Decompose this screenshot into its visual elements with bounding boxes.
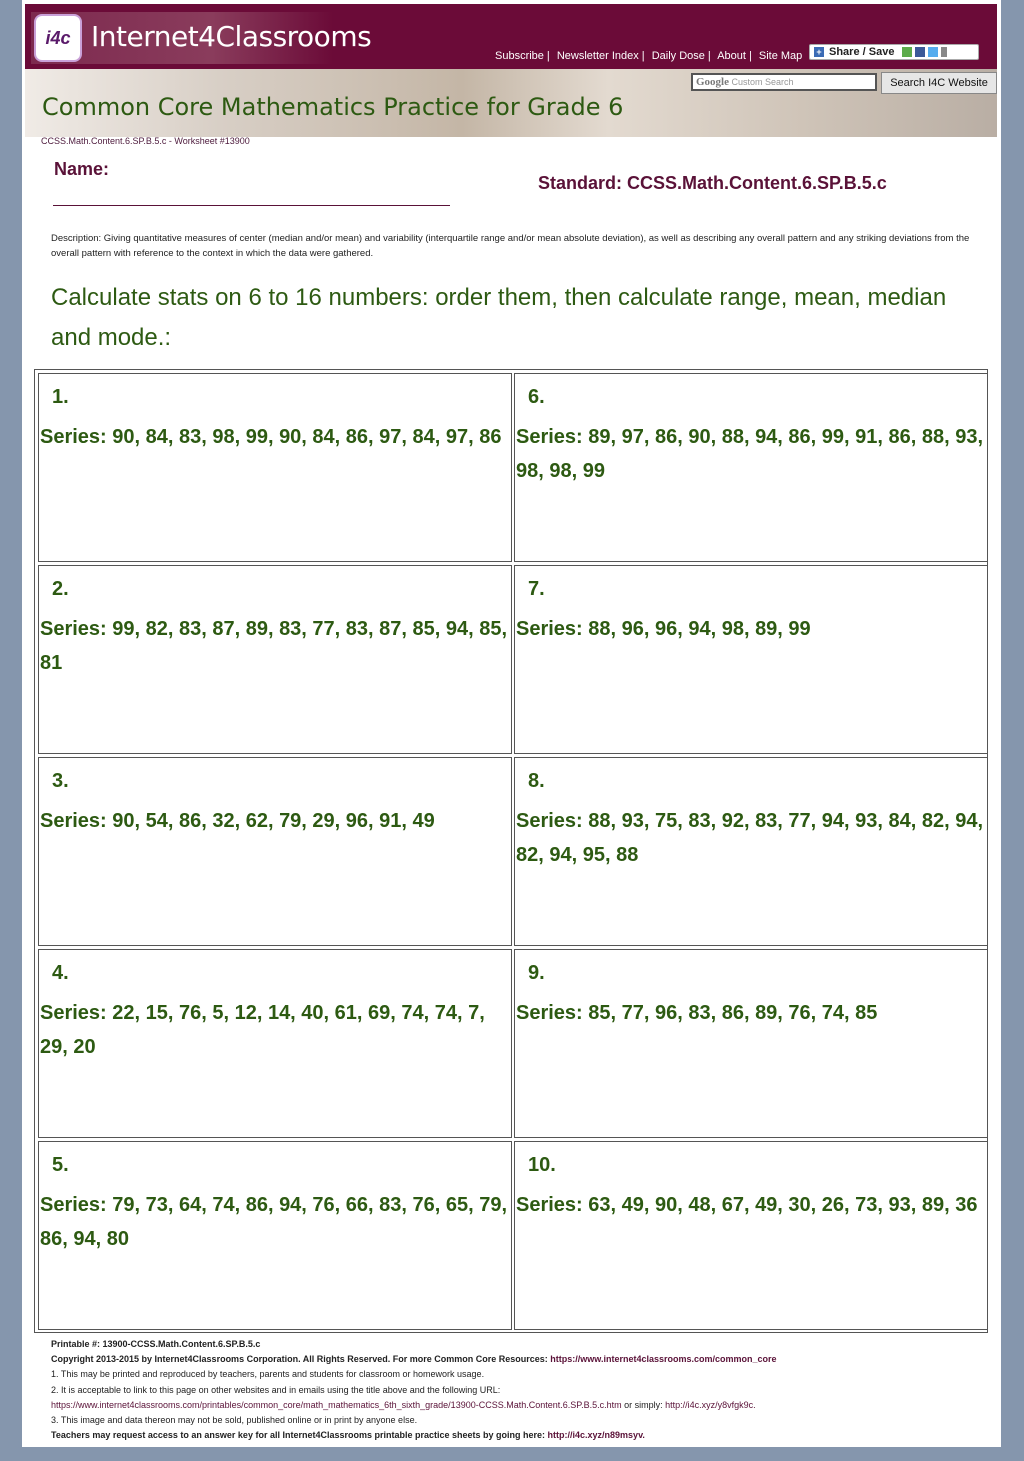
twitter-icon[interactable] [928, 47, 938, 57]
description: Description: Giving quantitative measures of center (median and/or mean) and variability (interquartile range and/or mean absolute deviation), as well as describing any overall pattern and any striking deviations from the overall pattern with reference to the context in which the data were gathered. [51, 233, 970, 259]
nav-about[interactable]: About [717, 50, 746, 62]
short-url-link[interactable]: http://i4c.xyz/y8vfgk9c. [665, 1399, 756, 1410]
worksheet-url-link[interactable]: https://www.internet4classrooms.com/printables/common_core/math_mathematics_6th_sixth_grade/13900-CCSS.Math.Content.6.SP.B.5.c.htm [51, 1399, 622, 1410]
header-bar [25, 4, 997, 69]
problem-number: 5. [52, 1154, 69, 1176]
problem-series: Series: 88, 93, 75, 83, 92, 83, 77, 94, 93, 84, 82, 94, 82, 94, 95, 88 [516, 810, 984, 866]
problem-series: Series: 85, 77, 96, 83, 86, 89, 76, 74, 85 [516, 1002, 878, 1024]
problem-series: Series: 63, 49, 90, 48, 67, 49, 30, 26, 73, 93, 89, 36 [516, 1194, 978, 1216]
problem-series: Series: 90, 54, 86, 32, 62, 79, 29, 96, 91, 49 [40, 810, 435, 832]
common-core-link[interactable]: https://www.internet4classrooms.com/common_core [550, 1354, 777, 1365]
share-label: Share / Save [829, 46, 895, 58]
problem-number: 7. [528, 578, 545, 600]
problem-series: Series: 22, 15, 76, 5, 12, 14, 40, 61, 69, 74, 74, 7, 29, 20 [40, 1002, 485, 1058]
problem-series: Series: 89, 97, 86, 90, 88, 94, 86, 99, 91, 86, 88, 93, 98, 98, 99 [516, 426, 984, 482]
problem-cell [514, 757, 988, 946]
google-logo: Google [696, 76, 729, 88]
problem-number: 4. [52, 962, 69, 984]
search-input[interactable] [691, 73, 877, 91]
logo-text: Internet4Classrooms [91, 20, 372, 53]
problem-number: 1. [52, 386, 69, 408]
nav-separator: | [707, 50, 711, 62]
problem-series: Series: 90, 84, 83, 98, 99, 90, 84, 86, 97, 84, 97, 86 [40, 426, 502, 448]
nav-newsletter-index[interactable]: Newsletter Index [556, 50, 639, 62]
nav-site-map[interactable]: Site Map [758, 50, 803, 62]
answer-key-text: Teachers may request access to an answer key for all Internet4Classrooms printable practice sheets by going here: [51, 1430, 548, 1441]
more-share-icon[interactable] [941, 47, 947, 57]
problem-cell [514, 1141, 988, 1330]
problem-cell [514, 373, 988, 562]
name-label: Name: [54, 159, 110, 179]
email-share-icon[interactable] [902, 47, 912, 57]
copyright [51, 1352, 981, 1367]
problem-cell [514, 565, 988, 754]
usage-line-1: 1. This may be printed and reproduced by teachers, parents and students for classroom or homework usage. [51, 1369, 485, 1380]
search-placeholder: Custom Search [731, 77, 794, 87]
problem-cell [38, 949, 512, 1138]
standard-label: Standard: CCSS.Math.Content.6.SP.B.5.c [538, 173, 887, 193]
usage-line-2: 2. It is acceptable to link to this page on other websites and in emails using the title above and the following URL: [51, 1384, 501, 1395]
problem-cell [38, 757, 512, 946]
answer-key-link[interactable]: http://i4c.xyz/n89msyv. [547, 1430, 645, 1441]
or-simply-text: or simply: [621, 1399, 666, 1410]
problem-number: 3. [52, 770, 69, 792]
nav-separator: | [748, 50, 752, 62]
problem-series: Series: 99, 82, 83, 87, 89, 83, 77, 83, 87, 85, 94, 85, 81 [40, 618, 508, 674]
nav-separator: | [546, 50, 550, 62]
nav-subscribe[interactable]: Subscribe [495, 50, 544, 62]
name-line [53, 205, 450, 206]
problem-number: 10. [528, 1154, 556, 1176]
worksheet-page [22, 0, 1001, 1447]
instruction: Calculate stats on 6 to 16 numbers: order them, then calculate range, mean, median and mode.: [51, 284, 947, 351]
facebook-icon[interactable] [915, 47, 925, 57]
logo-badge-icon: i4c [34, 14, 82, 62]
header-banner [25, 69, 997, 137]
top-nav [495, 50, 802, 62]
printable-number: Printable #: 13900-CCSS.Math.Content.6.SP.B.5.c [51, 1339, 261, 1349]
problem-cell [38, 373, 512, 562]
nav-separator: | [641, 50, 645, 62]
problem-cell [38, 1141, 512, 1330]
page-title: Common Core Mathematics Practice for Grade 6 [42, 93, 624, 121]
problem-number: 9. [528, 962, 545, 984]
nav-daily-dose[interactable]: Daily Dose [651, 50, 705, 62]
answer-key-note [51, 1428, 981, 1443]
search-button[interactable]: Search I4C Website [881, 72, 997, 94]
copyright-text: Copyright 2013-2015 by Internet4Classrooms Corporation. All Rights Reserved. For more Common Core Resources: [51, 1354, 551, 1365]
problem-series: Series: 88, 96, 96, 94, 98, 89, 99 [516, 618, 811, 640]
problem-grid [34, 369, 988, 1333]
plus-icon: + [814, 47, 824, 57]
problem-series: Series: 79, 73, 64, 74, 86, 94, 76, 66, 83, 76, 65, 79, 86, 94, 80 [40, 1194, 508, 1250]
problem-number: 6. [528, 386, 545, 408]
url-line [51, 1398, 981, 1413]
problem-number: 8. [528, 770, 545, 792]
usage-line-3: 3. This image and data thereon may not be sold, published online or in print by anyone else. [51, 1415, 418, 1426]
worksheet-id: CCSS.Math.Content.6.SP.B.5.c - Worksheet #13900 [41, 136, 250, 146]
site-logo[interactable] [31, 12, 372, 64]
problem-cell [38, 565, 512, 754]
problem-cell [514, 949, 988, 1138]
share-save-button[interactable] [809, 44, 979, 60]
footer [51, 1337, 981, 1443]
problem-number: 2. [52, 578, 69, 600]
